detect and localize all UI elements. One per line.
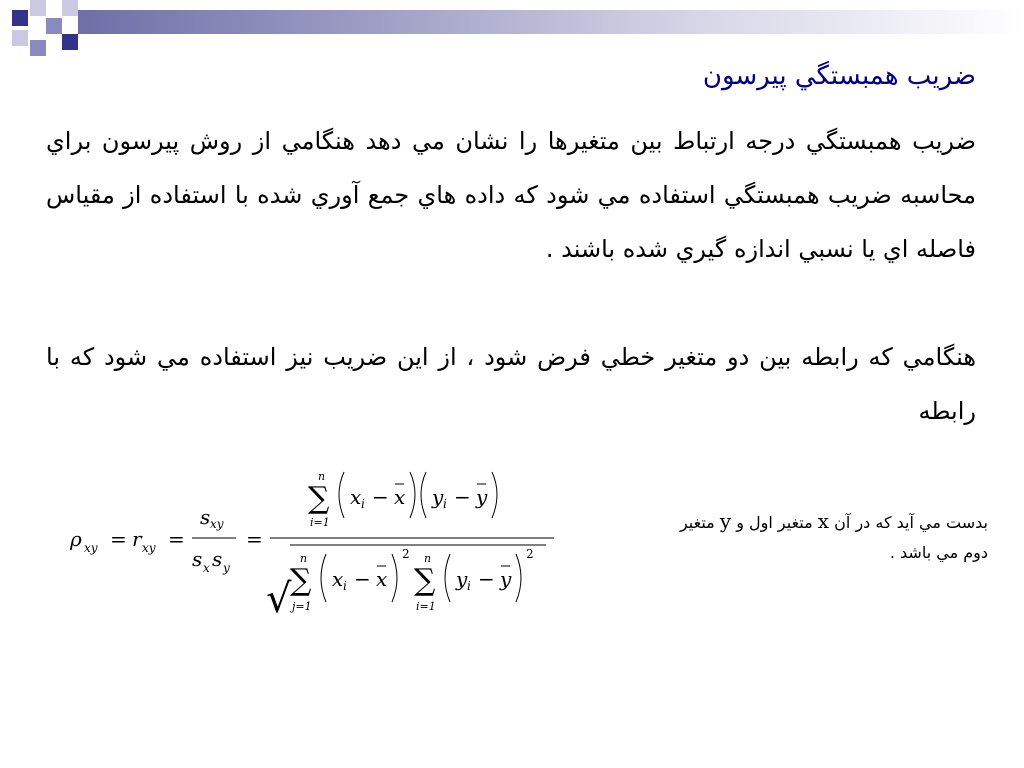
rho-subscript: xy — [84, 541, 98, 555]
explanation-line-2: دوم مي باشد . — [889, 543, 988, 562]
s-subscript: y — [223, 561, 230, 575]
sigma-symbol: ∑ — [414, 563, 436, 598]
square-exponent: 2 — [402, 547, 410, 561]
paren-left — [421, 472, 426, 518]
x-bar: x — [376, 567, 388, 591]
decorative-squares — [0, 0, 80, 62]
minus-sign: − — [454, 485, 471, 509]
slide-title: ضريب همبستگي پيرسون — [702, 61, 976, 91]
s-symbol: s — [212, 547, 223, 571]
sum-limit-bottom: i=1 — [416, 600, 436, 613]
explanation-line-1 — [548, 506, 988, 538]
y-bar: y — [476, 485, 488, 509]
title-gradient-bar — [78, 10, 1024, 34]
deco-square — [30, 0, 46, 16]
x-i: x — [350, 485, 362, 509]
x-i: x — [332, 567, 344, 591]
s-subscript: x — [203, 561, 210, 575]
paragraph-definition: ضريب همبستگي درجه ارتباط بين متغيرها را نشان مي دهد هنگامي از روش پيرسون براي محاسبه ضريب همبستگي استفاده مي شود كه داده هاي جمع آوري شده با استفاده از مقياس فاصله اي يا نسبي اندازه گيري شده باشند . — [46, 127, 976, 263]
minus-sign: − — [354, 567, 371, 591]
equals-sign: = — [110, 527, 127, 551]
x-bar: x — [394, 485, 406, 509]
r-subscript: xy — [142, 541, 156, 555]
deco-square — [46, 18, 62, 34]
deco-square — [62, 34, 78, 50]
explanation-text: متغير — [679, 513, 715, 532]
i-subscript: i — [361, 497, 365, 511]
s-symbol: s — [192, 547, 203, 571]
deco-square — [30, 40, 46, 56]
explanation-text: متغير اول و — [736, 513, 813, 532]
minus-sign: − — [478, 567, 495, 591]
sum-limit-top: n — [300, 552, 308, 565]
paragraph-usage: هنگامي كه رابطه بين دو متغير خطي فرض شود ، از اين ضريب نيز استفاده مي شود كه با رابطه — [46, 343, 976, 425]
sum-limit-top: n — [424, 552, 432, 565]
formula-explanation — [548, 506, 988, 568]
rho-symbol: ρ — [70, 527, 82, 551]
y-i: y — [456, 567, 468, 591]
square-exponent: 2 — [526, 547, 534, 561]
sigma-symbol: ∑ — [308, 481, 330, 516]
y-i: y — [432, 485, 444, 509]
equals-sign: = — [246, 527, 263, 551]
equals-sign: = — [168, 527, 185, 551]
paren-left — [321, 554, 326, 602]
deco-square — [12, 10, 28, 26]
paren-left — [445, 554, 450, 602]
i-subscript: i — [343, 579, 347, 593]
sqrt-symbol: √ — [266, 576, 292, 622]
minus-sign: − — [372, 485, 389, 509]
deco-square — [12, 30, 28, 46]
variable-y: y — [719, 509, 732, 533]
sum-limit-bottom: j=1 — [292, 600, 312, 613]
paren-right — [516, 554, 521, 602]
s-symbol: s — [200, 505, 211, 529]
explanation-text: بدست مي آيد كه در آن — [834, 513, 988, 532]
pearson-formula — [64, 462, 564, 632]
sum-limit-top: n — [318, 470, 326, 483]
s-subscript: xy — [210, 517, 224, 531]
paren-right — [410, 472, 415, 518]
paren-right — [392, 554, 397, 602]
y-bar: y — [500, 567, 512, 591]
i-subscript: i — [443, 497, 447, 511]
r-symbol: r — [132, 527, 142, 551]
variable-x: x — [817, 509, 830, 533]
deco-square — [62, 0, 78, 16]
sigma-symbol: ∑ — [290, 563, 312, 598]
paren-right — [492, 472, 497, 518]
paren-left — [339, 472, 344, 518]
sum-limit-bottom: i=1 — [310, 516, 330, 529]
i-subscript: i — [467, 579, 471, 593]
